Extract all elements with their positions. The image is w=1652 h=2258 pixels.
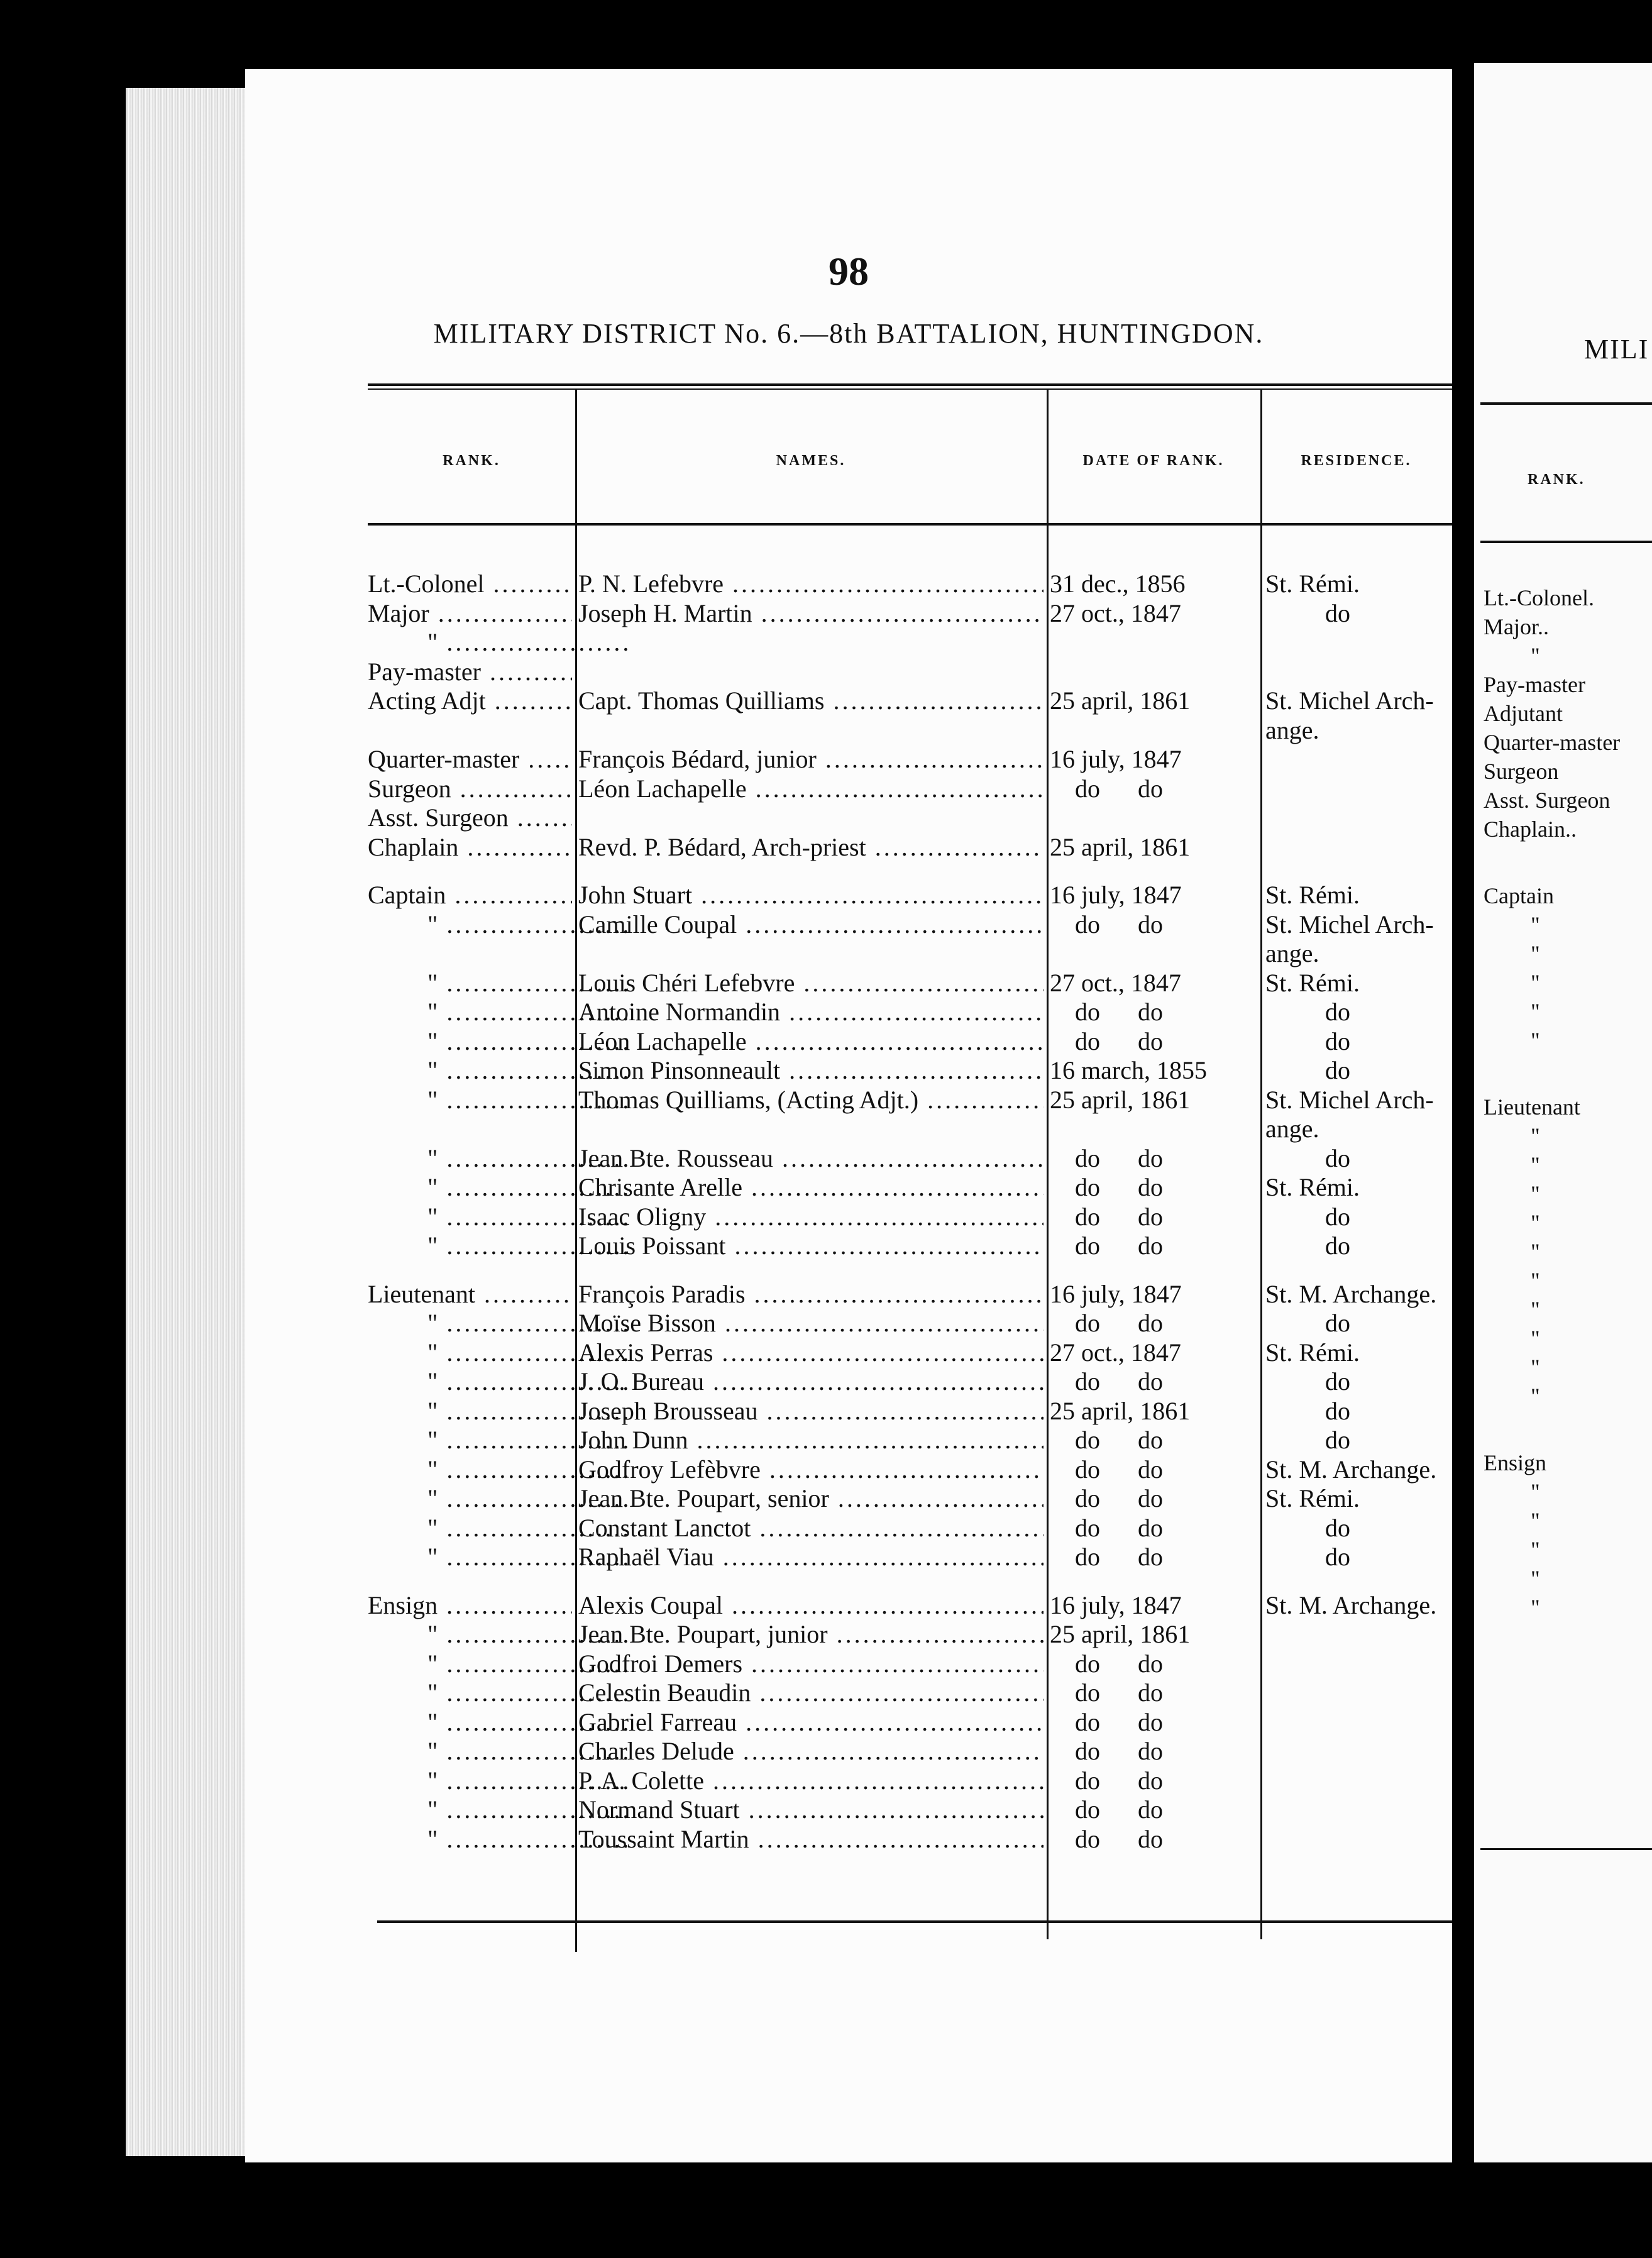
residence-cell: St. Rémi. xyxy=(1265,881,1360,909)
table-row xyxy=(245,1707,1452,1735)
residence-cell: do xyxy=(1325,1367,1350,1396)
name-cell: Jean Bte. Poupart, junior ..... xyxy=(578,1619,1044,1649)
residence-cell: do xyxy=(1325,1027,1350,1055)
residence-cell: do xyxy=(1325,1231,1350,1260)
column-header-residence: RESIDENCE. xyxy=(1301,453,1412,469)
table-row xyxy=(245,744,1452,772)
residence-cell: do xyxy=(1325,1202,1350,1231)
rank-cell: " ..... xyxy=(368,1231,632,1260)
date-cell: 16 july, 1847 xyxy=(1050,1279,1182,1308)
residence-cell: do xyxy=(1325,998,1350,1026)
next-page-rank: " xyxy=(1531,1508,1540,1533)
rank-cell: " ..... xyxy=(368,1542,632,1572)
rank-cell: " ..... xyxy=(368,1619,632,1649)
rank-cell: " ..... xyxy=(368,1766,632,1795)
table-row xyxy=(245,657,1452,685)
table-row xyxy=(245,1367,1452,1394)
rank-cell: " ..... xyxy=(368,1396,632,1426)
residence-cell: do xyxy=(1325,1309,1350,1337)
rank-cell: Pay-master ..... xyxy=(368,657,572,686)
residence-cell: St. Rémi. xyxy=(1265,570,1360,598)
table-row xyxy=(245,1542,1452,1570)
next-page-rule xyxy=(1480,541,1652,543)
next-page-heading: MILI xyxy=(1584,334,1649,365)
next-page-rank: " xyxy=(1531,1355,1540,1380)
next-page-rank: " xyxy=(1531,999,1540,1024)
column-header-date: DATE OF RANK. xyxy=(1082,453,1225,469)
table-row xyxy=(245,910,1452,937)
next-page-rank: Captain xyxy=(1484,883,1554,908)
name-cell: François Bédard, junior ..... xyxy=(578,744,1044,774)
residence-cell: St. Rémi. xyxy=(1265,1338,1360,1367)
rank-cell: " ..... xyxy=(368,1824,632,1854)
table-row xyxy=(245,1308,1452,1336)
next-page-rank: " xyxy=(1531,1028,1540,1053)
name-cell: Godfroy Lefèbvre ..... xyxy=(578,1455,1044,1484)
table-row xyxy=(245,1202,1452,1230)
name-cell: Joseph Brousseau ..... xyxy=(578,1396,1044,1426)
name-cell: Thomas Quilliams, (Acting Adjt.) ..... xyxy=(578,1085,1044,1115)
residence-cell: St. Michel Arch- xyxy=(1265,910,1434,939)
residence-cell: St. Rémi. xyxy=(1265,968,1360,997)
residence-cell: do xyxy=(1325,1426,1350,1454)
rank-cell: Lt.-Colonel ..... xyxy=(368,569,572,598)
date-cell: do do xyxy=(1075,1795,1163,1824)
next-page-rank: " xyxy=(1531,941,1540,966)
name-cell: P. A. Colette ..... xyxy=(578,1766,1044,1795)
rank-cell: Surgeon ..... xyxy=(368,774,572,803)
table-row xyxy=(245,939,1452,966)
next-page-rank: " xyxy=(1531,1181,1540,1206)
rank-cell: Chaplain ..... xyxy=(368,832,572,862)
next-page-rank: Asst. Surgeon xyxy=(1484,788,1611,813)
header-rule xyxy=(368,523,1452,526)
next-page-rank: Surgeon xyxy=(1484,759,1559,784)
residence-cell: St. Michel Arch- xyxy=(1265,1085,1434,1114)
next-page-rule xyxy=(1480,402,1652,405)
date-cell: 27 oct., 1847 xyxy=(1050,1338,1181,1367)
next-page-rank: Lieutenant xyxy=(1484,1094,1580,1120)
residence-cell: St. M. Archange. xyxy=(1265,1590,1437,1619)
rank-cell: " ..... xyxy=(368,1795,632,1824)
date-cell: do do xyxy=(1075,1309,1163,1337)
residence-cell: ange. xyxy=(1265,715,1319,744)
table-row xyxy=(245,1231,1452,1258)
name-cell: Gabriel Farreau ..... xyxy=(578,1707,1044,1737)
date-cell: 25 april, 1861 xyxy=(1050,686,1191,715)
book-page-edges xyxy=(126,88,245,2156)
page-heading: MILITARY DISTRICT No. 6.—8th BATTALION, HUNTINGDON. xyxy=(433,318,1264,349)
column-header-names: NAMES. xyxy=(776,453,846,469)
rank-cell: " ..... xyxy=(368,1143,632,1173)
name-cell: Jean Bte. Rousseau ..... xyxy=(578,1143,1044,1173)
table-row xyxy=(245,715,1452,743)
rank-cell: " ..... xyxy=(368,1055,632,1085)
rank-cell: Major ..... xyxy=(368,598,572,628)
date-cell: do do xyxy=(1075,1143,1163,1172)
table-row xyxy=(245,880,1452,908)
next-page-rank: " xyxy=(1531,1210,1540,1235)
table-row xyxy=(245,1619,1452,1647)
next-page-rank: Lt.-Colonel. xyxy=(1484,585,1594,610)
name-cell: Isaac Oligny ..... xyxy=(578,1202,1044,1231)
date-cell: do do xyxy=(1075,910,1163,939)
rank-cell: Captain ..... xyxy=(368,880,572,910)
residence-cell: do xyxy=(1325,598,1350,627)
name-cell: J. O. Bureau ..... xyxy=(578,1367,1044,1396)
date-cell: do do xyxy=(1075,1426,1163,1454)
name-cell: Camille Coupal ..... xyxy=(578,910,1044,939)
date-cell: do do xyxy=(1075,1231,1163,1260)
column-header-rank: RANK. xyxy=(443,453,500,469)
date-cell: do do xyxy=(1075,1027,1163,1055)
name-cell: Léon Lachapelle ..... xyxy=(578,774,1044,803)
rank-cell: " ..... xyxy=(368,1202,632,1231)
name-cell: Capt. Thomas Quilliams ..... xyxy=(578,686,1044,715)
table-row xyxy=(245,1338,1452,1365)
table-row xyxy=(245,1590,1452,1618)
date-cell: do do xyxy=(1075,1513,1163,1542)
next-page-rank: Chaplain.. xyxy=(1484,817,1577,842)
date-cell: do do xyxy=(1075,1766,1163,1795)
rank-cell: " ..... xyxy=(368,1172,632,1202)
rank-cell: " ..... xyxy=(368,1425,632,1455)
rank-cell: " ..... xyxy=(368,1367,632,1396)
name-cell: Normand Stuart ..... xyxy=(578,1795,1044,1824)
next-page-rank: Adjutant xyxy=(1484,701,1563,726)
rank-cell: " ..... xyxy=(368,997,632,1027)
table-row xyxy=(245,997,1452,1025)
bottom-rule xyxy=(377,1920,1452,1923)
residence-cell: St. M. Archange. xyxy=(1265,1455,1437,1484)
name-cell: Simon Pinsonneault ..... xyxy=(578,1055,1044,1085)
next-page-rank: " xyxy=(1531,1268,1540,1293)
rank-cell: " ..... xyxy=(368,1338,632,1367)
name-cell: Godfroi Demers ..... xyxy=(578,1649,1044,1678)
date-cell: 16 july, 1847 xyxy=(1050,881,1182,909)
table-row xyxy=(245,1513,1452,1541)
name-cell: John Stuart ..... xyxy=(578,880,1044,910)
top-rule xyxy=(368,383,1452,386)
name-cell: Moïse Bisson ..... xyxy=(578,1308,1044,1338)
table-row xyxy=(245,1824,1452,1852)
date-cell: 25 april, 1861 xyxy=(1050,1085,1191,1114)
book-page xyxy=(245,69,1452,2162)
next-page-rank: Quarter-master xyxy=(1484,730,1621,755)
rank-cell: " ..... xyxy=(368,1649,632,1678)
date-cell: 27 oct., 1847 xyxy=(1050,598,1181,627)
next-page-rank: Pay-master xyxy=(1484,672,1585,697)
residence-cell: do xyxy=(1325,1543,1350,1571)
next-page-rank: " xyxy=(1531,1537,1540,1562)
rank-cell: " ..... xyxy=(368,1678,632,1707)
table-row xyxy=(245,1055,1452,1083)
date-cell: do do xyxy=(1075,1737,1163,1765)
next-page-rank: Major.. xyxy=(1484,614,1549,639)
next-page-fragment xyxy=(1474,63,1652,2162)
next-page-rank: " xyxy=(1531,1123,1540,1148)
rank-cell: Quarter-master ..... xyxy=(368,744,572,774)
next-page-rank: " xyxy=(1531,1326,1540,1351)
residence-cell: St. Rémi. xyxy=(1265,1173,1360,1201)
table-row xyxy=(245,968,1452,996)
next-page-rank: " xyxy=(1531,1384,1540,1409)
date-cell: do do xyxy=(1075,1678,1163,1707)
date-cell: 25 april, 1861 xyxy=(1050,1396,1191,1425)
residence-cell: St. Rémi. xyxy=(1265,1484,1360,1512)
table-row xyxy=(245,1114,1452,1142)
date-cell: do do xyxy=(1075,1707,1163,1736)
name-cell: P. N. Lefebvre ..... xyxy=(578,569,1044,598)
date-cell: do do xyxy=(1075,1824,1163,1853)
name-cell: François Paradis ..... xyxy=(578,1279,1044,1309)
table-row xyxy=(245,1455,1452,1482)
name-cell: Alexis Coupal ..... xyxy=(578,1590,1044,1620)
next-page-rank: " xyxy=(1531,912,1540,937)
rank-cell: Acting Adjt ..... xyxy=(368,686,572,715)
next-page-rank: " xyxy=(1531,1297,1540,1322)
residence-cell: do xyxy=(1325,1056,1350,1084)
table-row xyxy=(245,1396,1452,1424)
table-row xyxy=(245,1279,1452,1307)
rank-cell: " ..... xyxy=(368,910,632,939)
residence-cell: do xyxy=(1325,1513,1350,1542)
name-cell: John Dunn ..... xyxy=(578,1425,1044,1455)
table-row xyxy=(245,1678,1452,1705)
residence-cell: St. M. Archange. xyxy=(1265,1279,1437,1308)
rank-cell: " ..... xyxy=(368,1707,632,1737)
rank-cell: " ..... xyxy=(368,1484,632,1513)
date-cell: 16 march, 1855 xyxy=(1050,1056,1207,1084)
table-row xyxy=(245,1172,1452,1200)
residence-cell: ange. xyxy=(1265,939,1319,967)
table-row xyxy=(245,1736,1452,1764)
date-cell: do do xyxy=(1075,1202,1163,1231)
rank-cell: " ..... xyxy=(368,1308,632,1338)
name-cell: Chrisante Arelle ..... xyxy=(578,1172,1044,1202)
rank-cell: " ..... xyxy=(368,968,632,998)
name-cell: Antoine Normandin ..... xyxy=(578,997,1044,1027)
table-row xyxy=(245,1766,1452,1793)
name-cell: Louis Poissant ..... xyxy=(578,1231,1044,1260)
date-cell: do do xyxy=(1075,1484,1163,1512)
next-page-rank: " xyxy=(1531,1239,1540,1264)
residence-cell: do xyxy=(1325,1396,1350,1425)
next-page-rank: " xyxy=(1531,1479,1540,1504)
table-row xyxy=(245,686,1452,713)
next-page-column-header: RANK. xyxy=(1528,471,1585,488)
next-page-rank: " xyxy=(1531,1566,1540,1591)
name-cell: Revd. P. Bédard, Arch-priest ..... xyxy=(578,832,1044,862)
next-page-rank: " xyxy=(1531,643,1540,668)
rank-cell: " ..... xyxy=(368,1455,632,1484)
table-row xyxy=(245,1484,1452,1511)
date-cell: 31 dec., 1856 xyxy=(1050,570,1186,598)
date-cell: 25 april, 1861 xyxy=(1050,832,1191,861)
date-cell: do do xyxy=(1075,1649,1163,1678)
name-cell: Jean Bte. Poupart, senior ..... xyxy=(578,1484,1044,1513)
name-cell: Constant Lanctot ..... xyxy=(578,1513,1044,1543)
date-cell: do do xyxy=(1075,1543,1163,1571)
residence-cell: do xyxy=(1325,1143,1350,1172)
rank-cell: " ..... xyxy=(368,1513,632,1543)
table-row xyxy=(245,627,1452,655)
rank-cell: " ..... xyxy=(368,1736,632,1766)
date-cell: 16 july, 1847 xyxy=(1050,1590,1182,1619)
date-cell: do do xyxy=(1075,1455,1163,1484)
name-cell: Celestin Beaudin ..... xyxy=(578,1678,1044,1707)
rank-cell: " ..... xyxy=(368,1085,632,1115)
next-page-rank: " xyxy=(1531,1595,1540,1620)
table-row xyxy=(245,1425,1452,1453)
rank-cell: Lieutenant ..... xyxy=(368,1279,572,1309)
date-cell: do do xyxy=(1075,998,1163,1026)
residence-cell: ange. xyxy=(1265,1115,1319,1143)
table-row xyxy=(245,774,1452,801)
residence-cell: St. Michel Arch- xyxy=(1265,686,1434,715)
table-row xyxy=(245,1143,1452,1171)
page-number: 98 xyxy=(829,249,869,294)
table-row xyxy=(245,1027,1452,1054)
table-row xyxy=(245,803,1452,830)
next-page-bottom-rule xyxy=(1480,1848,1652,1850)
date-cell: do do xyxy=(1075,774,1163,803)
rank-cell: " ..... xyxy=(368,1027,632,1056)
next-page-rank: " xyxy=(1531,970,1540,995)
next-page-rank: " xyxy=(1531,1152,1540,1177)
name-cell: Louis Chéri Lefebvre ..... xyxy=(578,968,1044,998)
name-cell: Toussaint Martin ..... xyxy=(578,1824,1044,1854)
rank-cell: Ensign ..... xyxy=(368,1590,572,1620)
name-cell: Raphaël Viau ..... xyxy=(578,1542,1044,1572)
name-cell: Joseph H. Martin ..... xyxy=(578,598,1044,628)
date-cell: do do xyxy=(1075,1173,1163,1201)
table-row xyxy=(245,1085,1452,1113)
table-row xyxy=(245,832,1452,860)
rank-cell: Asst. Surgeon ..... xyxy=(368,803,572,832)
date-cell: 16 july, 1847 xyxy=(1050,745,1182,773)
name-cell: Charles Delude ..... xyxy=(578,1736,1044,1766)
table-row xyxy=(245,569,1452,597)
top-rule-thin xyxy=(368,388,1452,390)
date-cell: 27 oct., 1847 xyxy=(1050,968,1181,997)
table-row xyxy=(245,1649,1452,1677)
table-row xyxy=(245,598,1452,626)
name-cell: Alexis Perras ..... xyxy=(578,1338,1044,1367)
table-row xyxy=(245,1795,1452,1822)
date-cell: 25 april, 1861 xyxy=(1050,1620,1191,1648)
next-page-rank: Ensign xyxy=(1484,1450,1547,1475)
rank-cell: " ..... xyxy=(368,627,632,657)
date-cell: do do xyxy=(1075,1367,1163,1396)
name-cell: Léon Lachapelle ..... xyxy=(578,1027,1044,1056)
